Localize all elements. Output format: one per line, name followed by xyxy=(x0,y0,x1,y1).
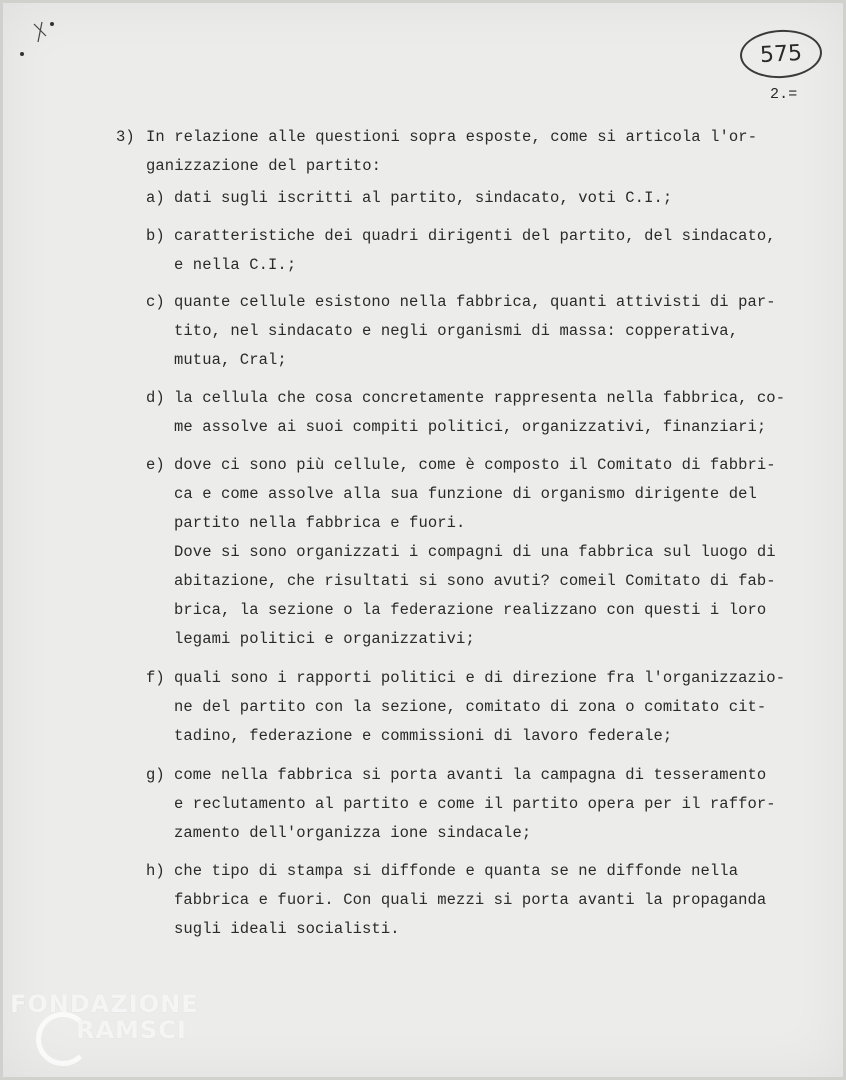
item-f-marker: f) xyxy=(146,669,165,687)
item-e-line: abitazione, che risultati si sono avuti? comeil Comitato di fab- xyxy=(174,572,776,590)
item-a-line: dati sugli iscritti al partito, sindacato, voti C.I.; xyxy=(174,189,673,207)
item-b-line: e nella C.I.; xyxy=(174,256,297,274)
item-d-line: me assolve ai suoi compiti politici, organizzativi, finanziari; xyxy=(174,418,767,436)
page-number: 2.= xyxy=(770,86,798,103)
watermark-line-1: FONDAZIONE xyxy=(10,990,199,1018)
item-e-line: brica, la sezione o la federazione realizzano con questi i loro xyxy=(174,601,767,619)
item-3-line: In relazione alle questioni sopra esposte, come si articola l'or- xyxy=(146,128,758,146)
item-d-marker: d) xyxy=(146,389,165,407)
item-f-line: tadino, federazione e commissioni di lavoro federale; xyxy=(174,727,673,745)
item-e-line: Dove si sono organizzati i compagni di una fabbrica sul luogo di xyxy=(174,543,776,561)
item-c-line: quante cellule esistono nella fabbrica, quanti attivisti di par- xyxy=(174,293,776,311)
item-b-line: caratteristiche dei quadri dirigenti del partito, del sindacato, xyxy=(174,227,776,245)
item-e-marker: e) xyxy=(146,456,165,474)
item-h-marker: h) xyxy=(146,862,165,880)
item-e-line: partito nella fabbrica e fuori. xyxy=(174,514,466,532)
item-3-line: ganizzazione del partito: xyxy=(146,157,382,175)
item-f-line: quali sono i rapporti politici e di direzione fra l'organizzazio- xyxy=(174,669,786,687)
item-e-line: ca e come assolve alla sua funzione di organismo dirigente del xyxy=(174,485,757,503)
item-e-line: dove ci sono più cellule, come è composto il Comitato di fabbri- xyxy=(174,456,776,474)
item-g-marker: g) xyxy=(146,766,165,784)
item-f-line: ne del partito con la sezione, comitato di zona o comitato cit- xyxy=(174,698,767,716)
ink-marks xyxy=(14,14,64,64)
item-c-line: tito, nel sindacato e negli organismi di massa: copperativa, xyxy=(174,322,739,340)
item-g-line: zamento dell'organizza ione sindacale; xyxy=(174,824,532,842)
item-d-line: la cellula che cosa concretamente rappresenta nella fabbrica, co- xyxy=(174,389,786,407)
item-a-marker: a) xyxy=(146,189,165,207)
fondazione-gramsci-watermark xyxy=(6,990,216,1070)
item-h-line: fabbrica e fuori. Con quali mezzi si porta avanti la propaganda xyxy=(174,891,767,909)
item-3-marker: 3) xyxy=(116,128,135,146)
item-c-marker: c) xyxy=(146,293,165,311)
archive-number-stamp: 575 xyxy=(739,28,823,80)
item-c-line: mutua, Cral; xyxy=(174,351,287,369)
item-b-marker: b) xyxy=(146,227,165,245)
item-h-line: sugli ideali socialisti. xyxy=(174,920,400,938)
item-h-line: che tipo di stampa si diffonde e quanta se ne diffonde nella xyxy=(174,862,739,880)
watermark-line-2: RAMSCI xyxy=(76,1016,187,1044)
item-g-line: e reclutamento al partito e come il partito opera per il raffor- xyxy=(174,795,776,813)
item-g-line: come nella fabbrica si porta avanti la campagna di tesseramento xyxy=(174,766,767,784)
item-e-line: legami politici e organizzativi; xyxy=(174,630,475,648)
